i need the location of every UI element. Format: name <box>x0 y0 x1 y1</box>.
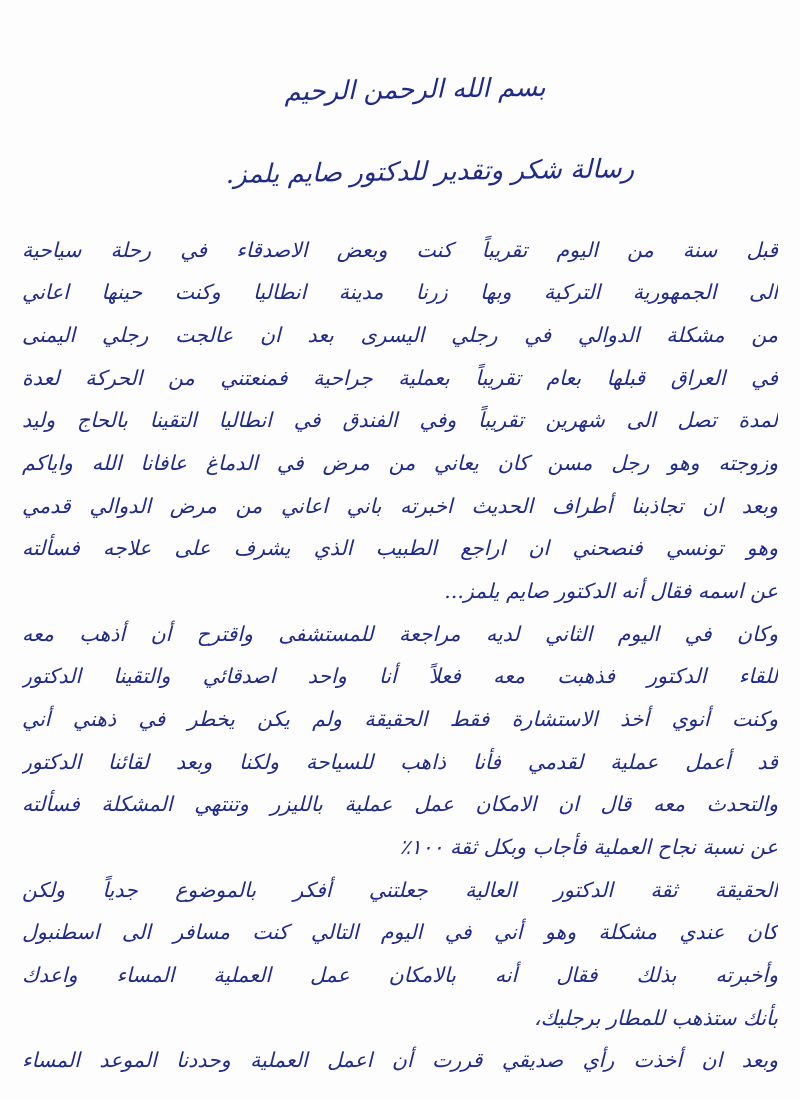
letter-line: من مشكلة الدوالي في رجلي اليسرى بعد ان عالجت رجلي اليمنى <box>22 323 778 347</box>
letter-line: في العراق قبلها بعام تقريباً بعملية جراحية فمنعتني من الحركة لعدة <box>22 366 778 390</box>
letter-line: وكان في اليوم الثاني لديه مراجعة للمستشفى واقترح أن أذهب معه <box>22 622 778 646</box>
letter-line: وكنت أنوي أخذ الاستشارة فقط الحقيقة ولم يكن يخطر في ذهني أني <box>22 707 778 731</box>
letter-line: وبعد ان أخذت رأي صديقي قررت أن اعمل العملية وحددنا الموعد المساء <box>22 1048 778 1072</box>
letter-line: عن اسمه فقال أنه الدكتور صايم يلمز... <box>444 579 778 603</box>
letter-body <box>22 232 778 1082</box>
letter-line: لمدة تصل الى شهرين تقريباً وفي الفندق في انطاليا التقينا بالحاج وليد <box>22 408 778 432</box>
basmala-heading: بسم الله الرحمن الرحيم <box>284 72 546 108</box>
letter-line: عن نسبة نجاح العملية فأجاب وبكل ثقة ١٠٠٪ <box>399 835 778 859</box>
letter-line: والتحدث معه قال ان الامكان عمل عملية بالليزر وتنتهي المشكلة فسألته <box>22 792 778 816</box>
letter-line: قبل سنة من اليوم تقريباً كنت وبعض الاصدقاء في رحلة سياحية <box>22 238 778 262</box>
letter-line: وزوجته وهو رجل مسن كان يعاني من مرض في الدماغ عافانا الله واياكم <box>22 451 778 475</box>
letter-line: وأخبرته بذلك فقال أنه بالامكان عمل العملية المساء واعدك <box>22 963 778 987</box>
letter-line: وبعد ان تجاذبنا أطراف الحديث اخبرته باني اعاني من مرض الدوالي قدمي <box>22 494 778 518</box>
letter-title: رسالة شكر وتقدير للدكتور صايم يلمز. <box>225 154 635 190</box>
letter-line: للقاء الدكتور فذهبت معه فعلاً أنا واحد اصدقائي والتقينا الدكتور <box>22 664 778 688</box>
letter-line: الحقيقة ثقة الدكتور العالية جعلتني أفكر بالموضوع جدياً ولكن <box>22 878 778 902</box>
letter-line: قد أعمل عملية لقدمي فأنا ذاهب للسياحة ولكنا وبعد لقائنا الدكتور <box>22 750 778 774</box>
letter-line: وهو تونسي فنصحني ان اراجع الطبيب الذي يشرف على علاجه فسألته <box>22 536 778 560</box>
letter-line: كان عندي مشكلة وهو أني في اليوم التالي كنت مسافر الى اسطنبول <box>22 920 778 944</box>
letter-line: بأنك ستذهب للمطار برجليك، <box>534 1006 778 1030</box>
letter-line: الى الجمهورية التركية وبها زرنا مدينة انطاليا وكنت حينها اعاني <box>22 280 778 304</box>
